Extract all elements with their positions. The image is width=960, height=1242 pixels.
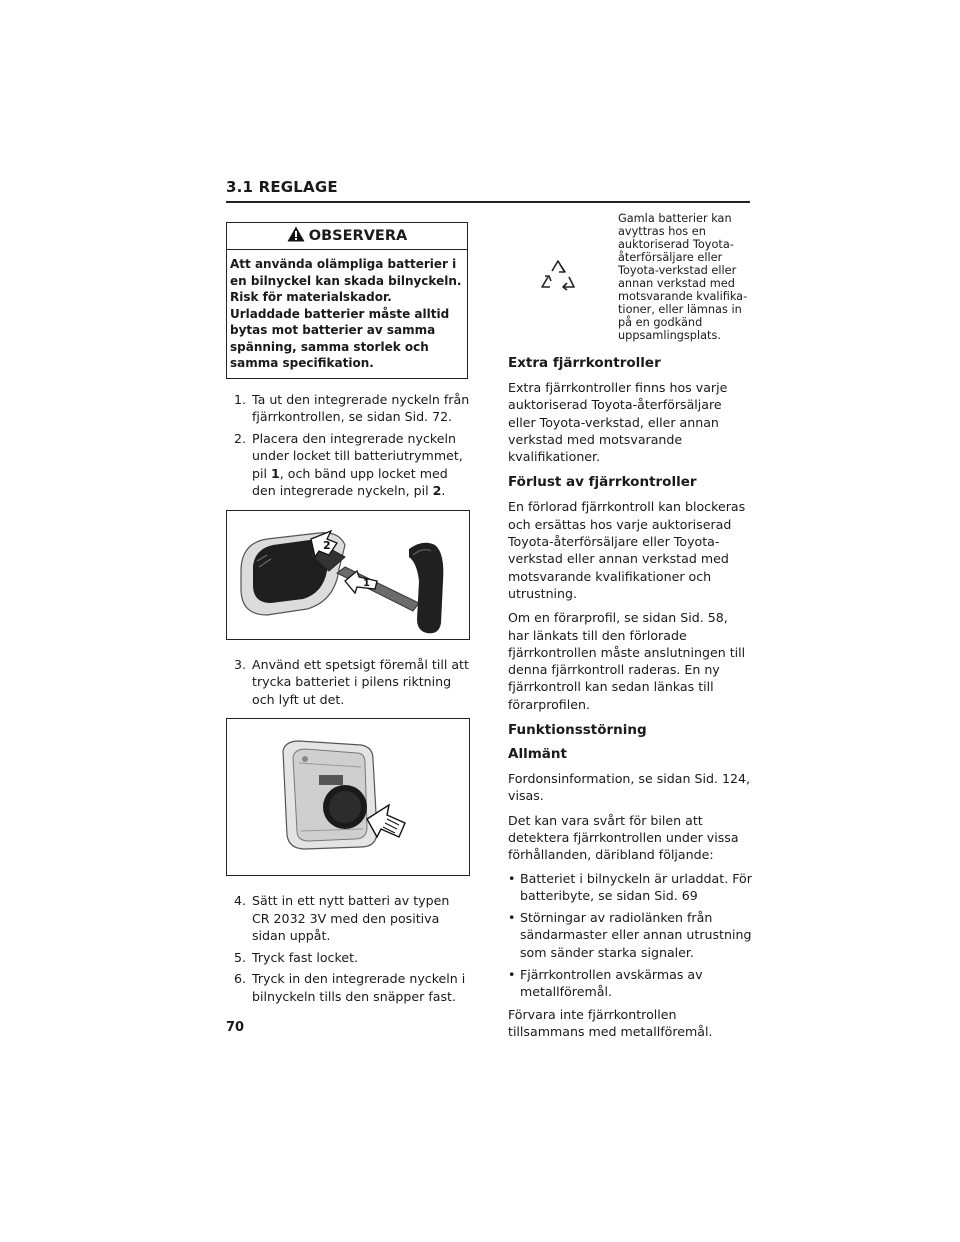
step-text: Tryck fast locket.: [252, 949, 359, 965]
recycle-icon: [508, 212, 608, 342]
steps-list-c: [226, 892, 470, 1005]
step-number: 3.: [233, 656, 246, 672]
key-fob-illustration: [241, 532, 443, 633]
right-column: [508, 212, 752, 1040]
list-item: [226, 430, 470, 500]
list-item: [226, 970, 470, 1005]
step-number: 5.: [233, 949, 246, 965]
general-text-1: Fordonsinformation, se sidan Sid. 124, visas.: [508, 771, 750, 804]
lost-remote-text-2: Om en förarprofil, se sidan Sid. 58, har länkats till den förlorade fjärrkontrollen måste anslutningen till denna fjärrkontroll raderas. En ny fjärrkontroll kan sedan länkas till förarprofilen.: [508, 610, 746, 712]
malfunction-heading: Funktionsstörning: [508, 722, 647, 739]
figure-remove-battery: [226, 718, 470, 876]
list-item: • Fjärrkontrollen avskärmas av metallföremål.: [508, 967, 703, 1000]
list-item: [226, 391, 470, 426]
step-text: Ta ut den integrerade nyckeln från fjärrkontrollen, se sidan Sid. 72.: [252, 391, 470, 424]
step-text: Tryck in den integrerade nyckeln i bilnyckeln tills den snäpper fast.: [252, 971, 466, 1004]
list-item: • Batteriet i bilnyckeln är urladdat. För batteribyte, se sidan Sid. 69: [508, 870, 752, 903]
warning-header: [227, 223, 467, 250]
conditions-list: [508, 870, 752, 1001]
general-text-2: Det kan vara svårt för bilen att detektera fjärrkontrollen under vissa förhållanden, däribland följande:: [508, 812, 739, 863]
warning-box: [226, 222, 468, 379]
svg-text:2: 2: [323, 538, 331, 552]
step-number: 4.: [233, 893, 246, 908]
header-divider: [226, 201, 750, 203]
list-item: [226, 892, 470, 945]
closing-text: Förvara inte fjärrkontrollen tillsammans med metallföremål.: [508, 1006, 713, 1039]
page-header: [226, 178, 750, 196]
step-text: Placera den integrerade nyckeln under locket till batteriutrymmet, pil 1, och bänd upp locket med den integrerade nyckeln, pil 2.: [252, 430, 463, 498]
step-text: Använd ett spetsigt föremål till att trycka batteriet i pilens riktning och lyft ut det.: [252, 656, 469, 707]
recycle-note: [508, 212, 752, 342]
figure-open-key-cover: [226, 510, 470, 640]
lost-remote-text-1: En förlorad fjärrkontroll kan blockeras och ersättas hos varje auktoriserad Toyota-återförsäljare eller Toyota-verkstad eller annan verkstad med motsvarande kvalifikationer och utrustning.: [508, 499, 746, 601]
svg-text:1: 1: [363, 577, 370, 589]
step-text: Sätt in ett nytt batteri av typen CR 2032 3V med den positiva sidan uppåt.: [252, 893, 450, 943]
extra-remotes-heading: Extra fjärrkontroller: [508, 355, 661, 371]
warning-title: OBSERVERA: [308, 228, 408, 244]
step-number: 6.: [233, 971, 246, 986]
step-number: 2.: [233, 430, 246, 446]
steps-list-b: [226, 656, 470, 709]
general-heading: Allmänt: [508, 746, 567, 763]
lost-remote-heading: Förlust av fjärrkontroller: [508, 474, 697, 491]
battery-compartment-illustration: [283, 741, 377, 849]
page-number: 70: [226, 1020, 245, 1035]
list-item: • Störningar av radiolänken från sändarmaster eller annan utrustning som sänder starka signaler.: [508, 910, 752, 960]
warning-icon: [287, 226, 305, 246]
extra-remotes-text: Extra fjärrkontroller finns hos varje auktoriserad Toyota-återförsäljare eller Toyota-verkstad, eller annan verkstad med motsvarande kvalifikationer.: [508, 380, 728, 465]
steps-list-a: [226, 391, 470, 500]
recycle-text: Gamla batterier kan avyttras hos en auktoriserad Toyota-återförsäljare eller Toyota-verkstad eller annan verkstad med motsvarande kvalifika-tioner, eller lämnas in på en godkänd uppsamlingsplats.: [618, 212, 748, 342]
list-item: [226, 949, 470, 967]
section-title: 3.1 REGLAGE: [226, 178, 338, 196]
step-number: 1.: [233, 391, 246, 407]
left-column: [226, 222, 470, 1009]
warning-text: Att använda olämpliga batterier i en bilnyckel kan skada bilnyckeln. Risk för materialskador. Urladdade batterier måste alltid bytas mot batterier av samma spänning, samma storlek och samma specifikation.: [230, 257, 462, 370]
list-item: [226, 656, 470, 709]
